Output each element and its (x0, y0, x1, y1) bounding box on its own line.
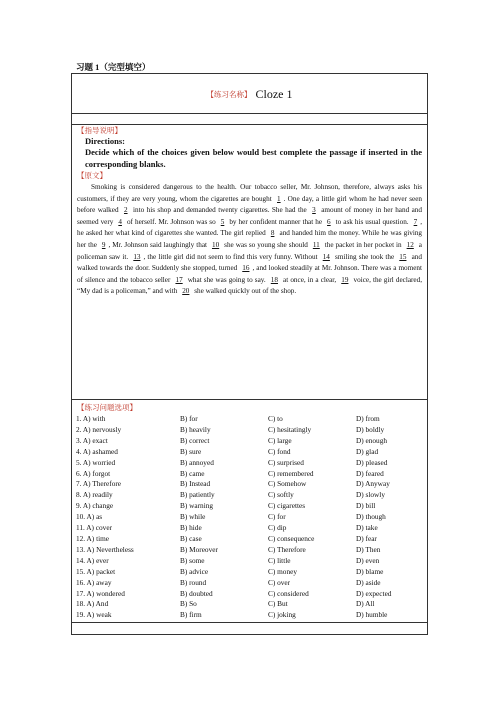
option-row (76, 512, 426, 523)
option-c: C) But (268, 599, 288, 609)
passage-segment: . One day, a little girl whom he had never seen before walked (77, 194, 422, 215)
passage-text (77, 182, 422, 298)
option-d: D) though (356, 512, 386, 522)
passage-blank: 9 (101, 240, 106, 249)
passage-blank: 6 (327, 217, 331, 226)
option-c: C) surprised (268, 457, 304, 467)
option-d: D) glad (356, 446, 379, 456)
option-c: C) hesitatingly (268, 424, 312, 434)
passage-segment: into his shop and demanded twenty cigarettes. She had the (130, 206, 310, 215)
passage-segment: a policeman saw it. (77, 240, 422, 261)
option-c: C) for (268, 512, 286, 522)
passage-blank: 1 (277, 194, 281, 203)
option-row (76, 501, 426, 512)
passage-segment: voice, the girl declared, “My dad is a policeman,” and with (77, 275, 422, 296)
option-row (76, 599, 426, 610)
options-section (72, 402, 427, 621)
passage-segment: amount of money in her hand and seemed very (77, 206, 422, 226)
passage-blank: 17 (175, 275, 183, 284)
option-c: C) Therefore (268, 544, 306, 554)
passage-blank: 14 (322, 252, 330, 261)
option-a: 2. A) nervously (76, 424, 122, 434)
option-d: D) humble (356, 610, 388, 620)
option-d: D) expected (356, 588, 392, 598)
option-a: 15. A) packet (76, 566, 116, 576)
option-a: 16. A) away (76, 577, 112, 587)
option-row (76, 436, 426, 447)
option-a: 10. A) as (76, 512, 103, 522)
option-d: D) fear (356, 533, 377, 543)
option-row (76, 469, 426, 480)
passage-segment: she walked quickly out of the shop. (192, 287, 297, 296)
option-a: 5. A) worried (76, 457, 116, 467)
option-a: 19. A) weak (76, 610, 112, 620)
option-row (76, 447, 426, 458)
option-d: D) Then (356, 544, 381, 554)
directions-heading: Directions: (85, 136, 125, 146)
passage-label: 【原文】 (77, 171, 107, 180)
option-b: B) case (180, 533, 202, 543)
option-b: B) Moreover (180, 544, 218, 554)
passage-segment: , Mr. Johnson said laughingly that (108, 240, 209, 249)
options-label: 【练习问题选项】 (77, 403, 137, 412)
passage-segment: by her confident manner that he (227, 217, 325, 226)
option-d: D) enough (356, 435, 388, 445)
option-d: D) feared (356, 468, 384, 478)
option-row (76, 458, 426, 469)
option-b: B) came (180, 468, 205, 478)
option-b: B) doubted (180, 588, 213, 598)
option-c: C) money (268, 566, 297, 576)
option-row (76, 578, 426, 589)
option-b: B) heavily (180, 424, 211, 434)
option-c: C) remembered (268, 468, 314, 478)
option-b: B) round (180, 577, 207, 587)
option-a: 9. A) change (76, 501, 114, 511)
passage-blank: 18 (270, 275, 278, 284)
passage-segment: Smoking is considered dangerous to the health. Our tobacco seller, Mr. Johnson, therefore, always asks his customers, if they are very young, whom the cigarettes are bought (77, 183, 422, 203)
option-a: 17. A) wondered (76, 588, 125, 598)
option-row (76, 414, 426, 425)
option-b: B) for (180, 414, 198, 423)
option-c: C) consequence (268, 533, 315, 543)
option-c: C) joking (268, 610, 296, 620)
exercise-name-label: 【练习名称】 (206, 89, 252, 99)
option-a: 11. A) cover (76, 523, 112, 533)
option-b: B) So (180, 599, 197, 609)
option-c: C) dip (268, 523, 287, 533)
option-a: 1. A) with (76, 414, 106, 423)
guide-label: 【指导说明】 (77, 126, 122, 135)
option-b: B) some (180, 555, 205, 565)
option-c: C) softly (268, 490, 294, 500)
option-c: C) fond (268, 446, 291, 456)
option-a: 14. A) ever (76, 555, 109, 565)
option-d: D) blame (356, 566, 384, 576)
option-a: 6. A) forgot (76, 468, 111, 478)
option-row (76, 567, 426, 578)
option-b: B) correct (180, 435, 210, 445)
passage-segment: at once, in a clear, (280, 275, 339, 284)
table-divider (72, 622, 427, 623)
option-c: C) over (268, 577, 291, 587)
passage-segment: , he asked her what kind of cigarettes she wanted. The girl replied (77, 217, 423, 238)
option-d: D) All (356, 599, 375, 609)
option-row (76, 534, 426, 545)
passage-blank: 7 (413, 217, 418, 226)
option-d: D) pleased (356, 457, 388, 467)
option-b: B) while (180, 512, 206, 522)
option-a: 12. A) time (76, 533, 110, 543)
option-b: B) annoyed (180, 457, 214, 467)
passage-segment: smiling she took the (332, 252, 397, 261)
passage-segment: what she was going to say. (185, 275, 268, 284)
passage-blank: 11 (312, 240, 320, 249)
passage-segment: of herself. Mr. Johnson was so (124, 217, 218, 226)
option-c: C) cigarettes (268, 501, 306, 511)
passage-segment: she was so young she should (222, 240, 310, 249)
option-row (76, 545, 426, 556)
passage-blank: 5 (220, 217, 225, 226)
passage-segment: the packet in her pocket in (322, 240, 404, 249)
passage-blank: 15 (399, 252, 407, 261)
passage-segment: , and looked steadily at Mr. Johnson. There was a moment of silence and the tobacco seller (77, 264, 423, 284)
option-c: C) little (268, 555, 291, 565)
option-b: B) Instead (180, 479, 211, 489)
option-b: B) patiently (180, 490, 215, 500)
option-c: C) considered (268, 588, 309, 598)
option-a: 8. A) readily (76, 490, 113, 500)
passage-blank: 16 (242, 264, 250, 273)
passage-blank: 4 (118, 217, 122, 226)
option-c: C) Somehow (268, 479, 307, 489)
option-d: D) from (356, 414, 380, 423)
option-c: C) to (268, 414, 283, 423)
passage-blank: 12 (406, 240, 414, 249)
passage-segment: to ask his usual question. (333, 217, 411, 226)
passage-segment: and walked towards the door. Suddenly she stopped, turned (77, 252, 422, 273)
option-row (76, 523, 426, 534)
passage-blank: 8 (270, 229, 275, 238)
option-a: 4. A) ashamed (76, 446, 118, 456)
passage-blank: 19 (341, 275, 349, 284)
option-d: D) aside (356, 577, 381, 587)
option-d: D) slowly (356, 490, 385, 500)
guide-and-passage-section (72, 125, 427, 400)
option-b: B) warning (180, 501, 214, 511)
option-a: 18. A) And (76, 599, 109, 609)
exercise-frame (71, 73, 428, 635)
options-table (76, 414, 426, 621)
option-b: B) firm (180, 610, 202, 620)
option-d: D) boldly (356, 424, 385, 434)
passage-blank: 10 (211, 240, 220, 249)
option-row (76, 610, 426, 621)
passage-blank: 3 (312, 206, 316, 215)
option-row (76, 556, 426, 567)
option-row (76, 589, 426, 600)
option-b: B) sure (180, 446, 202, 456)
option-d: D) bill (356, 501, 376, 511)
option-c: C) large (268, 435, 292, 445)
option-d: D) even (356, 555, 380, 565)
passage-segment: , the little girl did not seem to find this very funny. Without (143, 252, 320, 261)
option-d: D) Anyway (356, 479, 390, 489)
option-b: B) hide (180, 523, 202, 533)
option-a: 3. A) exact (76, 435, 108, 445)
directions-text: Decide which of the choices given below would best complete the passage if inserted in the corresponding blanks. (85, 147, 422, 169)
exercise-name: Cloze 1 (255, 86, 293, 101)
option-a: 13. A) Nevertheless (76, 544, 134, 554)
option-row (76, 479, 426, 490)
option-a: 7. A) Therefore (76, 479, 122, 489)
option-b: B) advice (180, 566, 209, 576)
spacer-row (72, 114, 427, 125)
passage-blank: 13 (133, 252, 141, 261)
option-row (76, 490, 426, 501)
passage-segment: and handed him the money. While he was giving her the (77, 229, 423, 249)
document-title: 习题 1（完型填空） (76, 62, 151, 72)
passage-blank: 20 (182, 287, 190, 296)
option-d: D) take (356, 523, 378, 533)
exercise-title-row (72, 74, 427, 114)
passage-blank: 2 (123, 206, 128, 215)
option-row (76, 425, 426, 436)
